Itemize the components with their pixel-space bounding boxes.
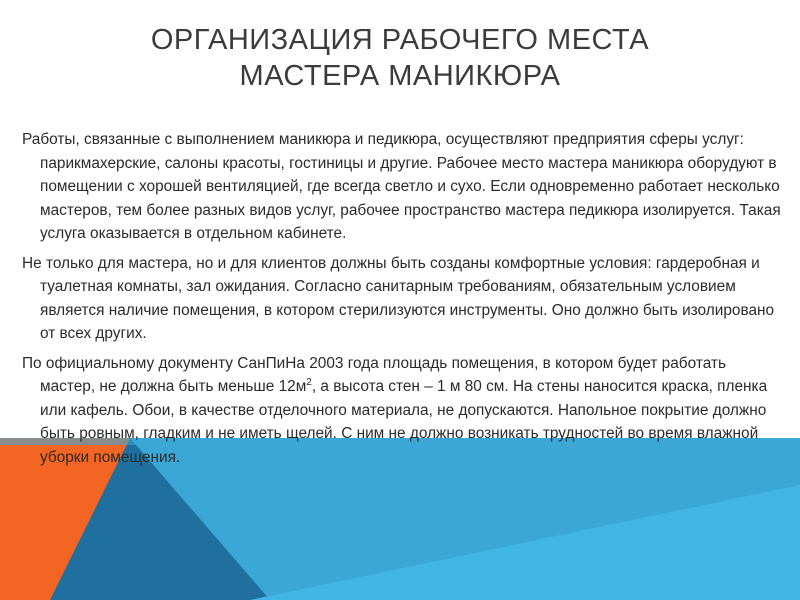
paragraph-1: Работы, связанные с выполнением маникюра и педикюра, осуществляют предприятия сферы услуг: парикмахерские, салоны красоты, гостиницы и другие. Рабочее место мастера маникюра оборудуют в помещении с хорошей вентиляцией, где всегда светло и сухо. Если одновременно работает несколько мастеров, тем более разных видов услуг, рабочее пространство мастера педикюра изолируется. Такая услуга оказывается в отдельном кабинете. — [22, 131, 781, 242]
paragraph-2: Не только для мастера, но и для клиентов должны быть созданы комфортные условия: гардеробная и туалетная комнаты, зал ожидания. Согласно санитарным требованиям, обязательным условием является наличие помещения, в котором стерилизуются инструменты. Оно должно быть изолировано от всех других. — [22, 254, 775, 342]
slide-body — [22, 128, 784, 475]
title-line-1: ОРГАНИЗАЦИЯ РАБОЧЕГО МЕСТА — [150, 24, 650, 56]
paragraph-3 — [22, 352, 784, 470]
paragraph-3-part-1: По официальному документу СанПиНа 2003 года площадь помещения, в котором будет работать мастер, не должна быть меньше 12м — [22, 354, 726, 395]
title-line-2: МАСТЕРА МАНИКЮРА — [239, 60, 561, 92]
slide-title — [40, 22, 760, 94]
superscript-2: 2 — [306, 376, 312, 388]
paragraph-3-part-2: , а высота стен – 1 м 80 см. На стены наносится краска, пленка или кафель. Обои, в качестве отделочного материала, не допускаются. Напольное покрытие должно быть ровным, гладким и не иметь щелей. С ним не должно возникать трудностей во время влажной уборки помещения. — [40, 378, 768, 466]
